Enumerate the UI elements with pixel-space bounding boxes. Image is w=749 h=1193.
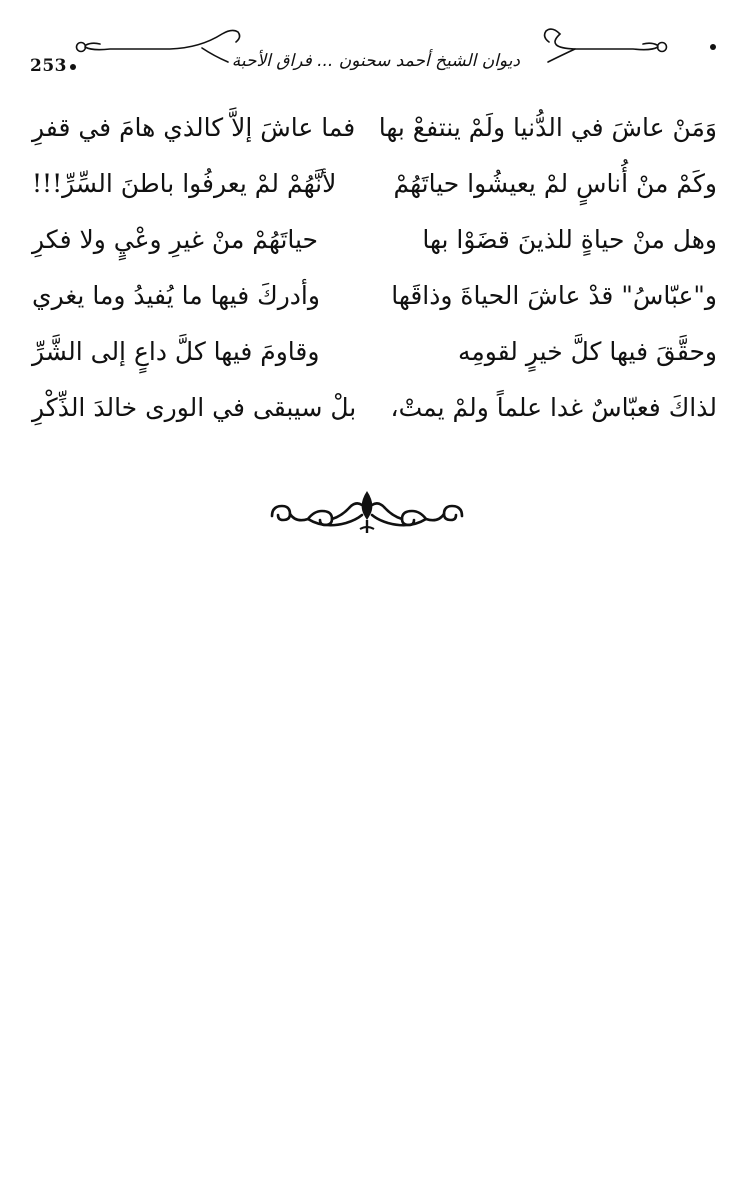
page-header xyxy=(0,18,749,78)
closing-ornament xyxy=(262,489,472,539)
verse-4 xyxy=(32,271,717,327)
verse-1-second-hemistich: فما عاشَ إلاَّ كالذي هامَ في قفرِ xyxy=(32,113,356,142)
verse-5-first-hemistich: وحقَّقَ فيها كلَّ خيرٍ لقومِه xyxy=(457,337,717,366)
verse-2-second-hemistich: لأنَّهُمْ لمْ يعرفُوا باطنَ السِّرِّ!!! xyxy=(32,169,337,198)
verse-3 xyxy=(32,215,717,271)
running-title: ديوان الشيخ أحمد سحنون ... فراق الأحبة xyxy=(231,51,520,71)
page-number xyxy=(30,56,76,76)
verse-4-second-hemistich: وأدركَ فيها ما يُفيدُ وما يغري xyxy=(32,281,320,310)
verse-3-second-hemistich: حياتَهُمْ منْ غيرِ وعْيٍ ولا فكرِ xyxy=(32,225,319,254)
verse-2 xyxy=(32,159,717,215)
page-number-value: 253 xyxy=(30,56,67,76)
verse-6-second-hemistich: بلْ سيبقى في الورى خالدَ الذِّكْرِ xyxy=(32,393,357,422)
poem xyxy=(32,103,717,439)
verse-5-second-hemistich: وقاومَ فيها كلَّ داعٍ إلى الشَّرِّ xyxy=(32,337,320,366)
verse-2-first-hemistich: وكَمْ منْ أُناسٍ لمْ يعيشُوا حياتَهُمْ xyxy=(393,169,717,198)
verse-6 xyxy=(32,383,717,439)
verse-4-first-hemistich: و"عبّاسُ" قدْ عاشَ الحياةَ وذاقَها xyxy=(391,281,717,310)
fleuron-icon xyxy=(262,489,472,539)
verse-3-first-hemistich: وهل منْ حياةٍ للذينَ قضَوْا بها xyxy=(422,225,717,254)
page-number-dot xyxy=(70,64,76,70)
verse-5 xyxy=(32,327,717,383)
verse-1 xyxy=(32,103,717,159)
verse-1-first-hemistich: وَمَنْ عاشَ في الدُّنيا ولَمْ ينتفعْ بها xyxy=(378,113,717,142)
verse-6-first-hemistich: لذاكَ فعبّاسٌ غدا علماً ولمْ يمتْ، xyxy=(390,393,717,422)
